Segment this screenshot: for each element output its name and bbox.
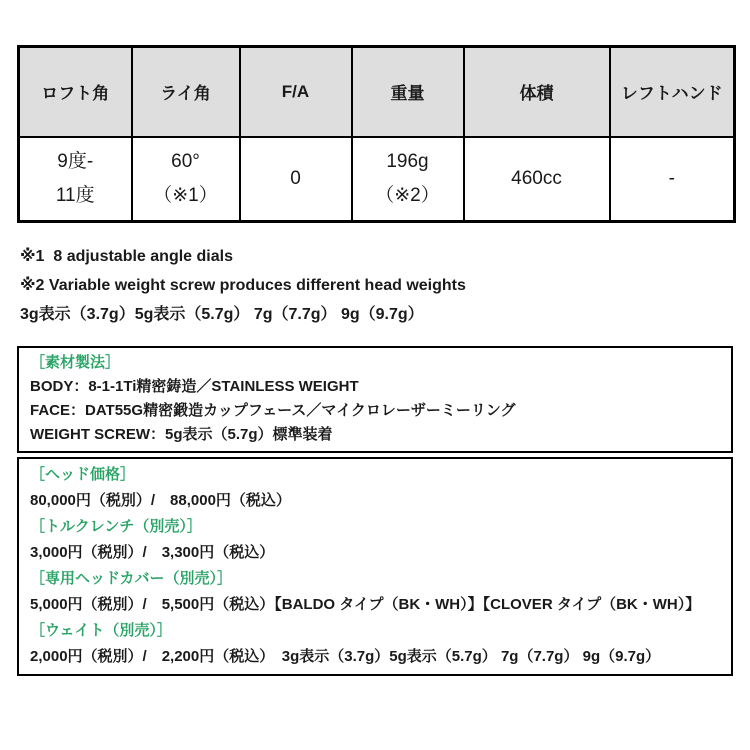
loft-angle-value-line1: 9度- — [57, 150, 94, 172]
weight-option-label: ［ウェイト（別売）］ — [30, 622, 172, 639]
header-face-angle: F/A — [240, 47, 352, 137]
weight-value-line2: （※2） — [375, 184, 440, 206]
lie-angle-value-line2: （※1） — [153, 184, 218, 206]
footnote-1: ※1 8 adjustable angle dials — [20, 248, 233, 265]
spec-table-value-row — [19, 137, 735, 222]
spec-table — [17, 45, 736, 223]
footnote-2: ※2 Variable weight screw produces different head weights — [20, 277, 466, 294]
header-lie-angle: ライ角 — [132, 47, 240, 137]
header-loft-angle: ロフト角 — [19, 47, 132, 137]
headcover-price-value: 5,000円（税別）/ 5,500円（税込）【BALDO タイプ（BK・WH）】【CLOVER タイプ（BK・WH）】 — [30, 596, 701, 613]
cell-left-hand — [610, 137, 735, 222]
left-hand-value: - — [668, 167, 675, 189]
weight-option-price-value: 2,000円（税別）/ 2,200円（税込） 3g表示（3.7g）5g表示（5.7g） 7g（7.7g） 9g（9.7g） — [30, 648, 661, 665]
weight-value-line1: 196g — [386, 150, 429, 172]
materials-weight-screw-line: WEIGHT SCREW：5g表示（5.7g）標準装着 — [30, 426, 333, 443]
price-box — [17, 457, 733, 676]
footnotes — [20, 242, 736, 329]
lie-angle-value-line1: 60° — [171, 150, 200, 172]
cell-weight — [352, 137, 464, 222]
materials-box — [17, 346, 733, 453]
head-price-value: 80,000円（税別）/ 88,000円（税込） — [30, 492, 291, 509]
cell-face-angle — [240, 137, 352, 222]
spec-table-header-row — [19, 47, 735, 137]
headcover-label: ［専用ヘッドカバー（別売）］ — [30, 570, 233, 587]
materials-section-label: ［素材製法］ — [30, 354, 121, 371]
header-weight: 重量 — [352, 47, 464, 137]
volume-value: 460cc — [511, 167, 562, 189]
face-angle-value: 0 — [290, 167, 301, 189]
torque-wrench-label: ［トルクレンチ（別売）］ — [30, 518, 202, 535]
cell-volume — [464, 137, 610, 222]
torque-wrench-price-value: 3,000円（税別）/ 3,300円（税込） — [30, 544, 275, 561]
header-volume: 体積 — [464, 47, 610, 137]
cell-loft-angle — [19, 137, 132, 222]
header-left-hand: レフトハンド — [610, 47, 735, 137]
materials-body-line: BODY：8-1-1Ti精密鋳造／STAINLESS WEIGHT — [30, 378, 359, 395]
materials-face-line: FACE：DAT55G精密鍛造カップフェース／マイクロレーザーミーリング — [30, 402, 516, 419]
cell-lie-angle — [132, 137, 240, 222]
footnote-weight-options: 3g表示（3.7g）5g表示（5.7g） 7g（7.7g） 9g（9.7g） — [20, 306, 424, 323]
head-price-label: ［ヘッド価格］ — [30, 466, 136, 483]
loft-angle-value-line2: 11度 — [55, 184, 95, 206]
